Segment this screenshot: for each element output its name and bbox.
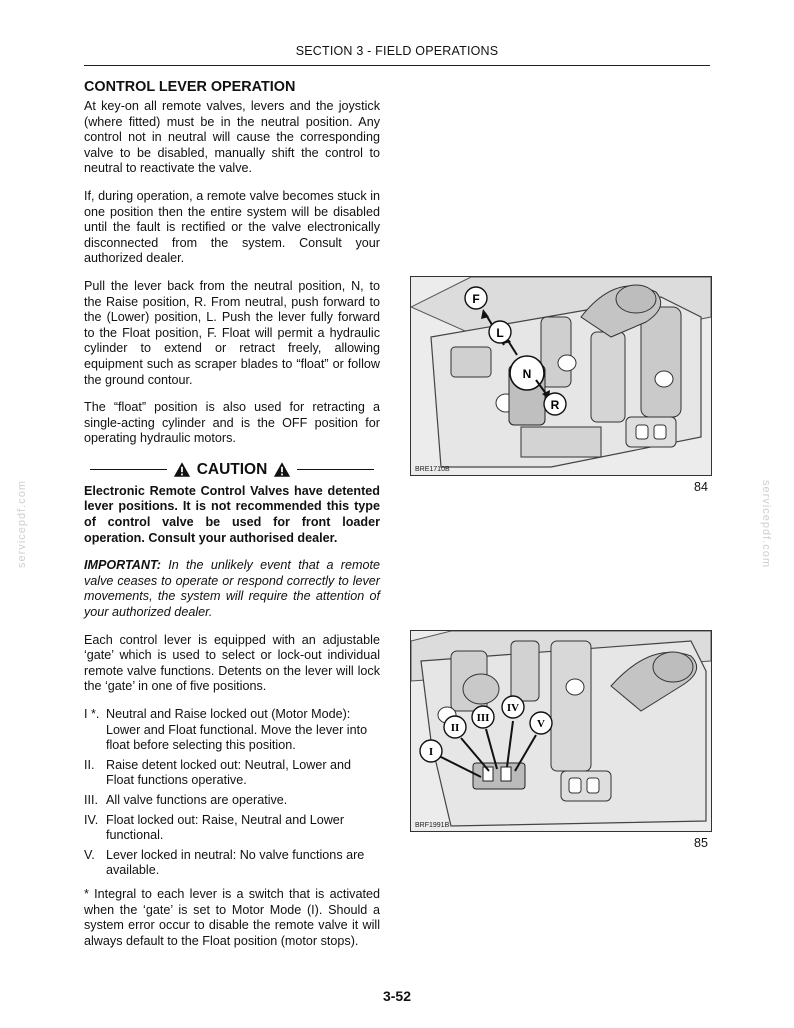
- footnote: * Integral to each lever is a switch that is activated when the ‘gate’ is set to Motor Mode (I). Should a system error occur to disable the remote valve it will always default to the Float position (motor stops).: [84, 886, 380, 948]
- paragraph-stuck-valve: If, during operation, a remote valve becomes stuck in one position then the entire system will be disabled until the fault is rectified or the valve electronically disconnected from the system. Consult your authorized dealer.: [84, 188, 380, 266]
- list-item-number: II.: [84, 757, 95, 772]
- list-item: [84, 848, 380, 879]
- list-item: [84, 758, 380, 789]
- list-item-text: Neutral and Raise locked out (Motor Mode): Lower and Float functional. Move the lever into float before selecting this position.: [106, 707, 368, 753]
- warning-triangle-icon: [273, 461, 291, 478]
- important-note: [84, 558, 380, 620]
- gate-label-IV: IV: [506, 702, 520, 714]
- list-item-number: IV.: [84, 812, 99, 827]
- position-label-L: L: [496, 326, 504, 340]
- figure-number: 84: [694, 480, 708, 494]
- page-number: 3-52: [382, 988, 412, 1004]
- list-item-text: Raise detent locked out: Neutral, Lower and Float functions operative.: [106, 757, 352, 788]
- figure-code: BRE1710B: [415, 466, 450, 473]
- figure-code: BRF1991B: [415, 822, 450, 829]
- text-column: [84, 78, 380, 961]
- list-item: [84, 793, 380, 809]
- list-item: [84, 813, 380, 844]
- gate-label-III: III: [476, 712, 490, 724]
- paragraph-lever-positions: Pull the lever back from the neutral position, N, to the Raise position, R. From neutral, push forward to the (Lower) position, L. Push the lever fully forward to the Float position, F. Float will permit a hydraulic cylinder to extend or retract freely, allowing equipment such as scraper blades to “float” or follow the ground contour.: [84, 278, 380, 387]
- paragraph-keyon: At key-on all remote valves, levers and the joystick (where fitted) must be in the neutral position. Any control not in neutral will cause the corresponding valve to be disabled, manually shift the control to neutral to reactivate the valve.: [84, 99, 380, 176]
- figure-lever-positions: [410, 276, 712, 476]
- list-item-number: V.: [84, 847, 95, 862]
- page-title: CONTROL LEVER OPERATION: [84, 79, 296, 95]
- list-item-number: I *.: [84, 707, 100, 721]
- gate-label-II: II: [450, 722, 460, 734]
- caution-label: CAUTION: [196, 460, 268, 478]
- position-label-F: F: [472, 292, 480, 306]
- list-item-text: Float locked out: Raise, Neutral and Lower functional.: [106, 812, 345, 843]
- list-item-text: Lever locked in neutral: No valve functions are available.: [106, 847, 365, 878]
- important-text: In the unlikely event that a remote valve ceases to operate or respond correctly to lever movements, the system will require the attention of your authorized dealer.: [84, 558, 380, 620]
- warning-triangle-icon: [173, 461, 191, 478]
- lever-photo-illustration: [411, 277, 711, 475]
- list-item-number: III.: [84, 792, 98, 807]
- list-item-text: All valve functions are operative.: [106, 792, 288, 807]
- paragraph-float: The “float” position is also used for retracting a single-acting cylinder and is the OFF position for operating hydraulic motors.: [84, 400, 380, 446]
- position-label-R: R: [550, 398, 560, 412]
- list-item: [84, 707, 380, 754]
- caution-banner: [84, 461, 380, 478]
- caution-text: Electronic Remote Control Valves have detented lever positions. It is not recommended this type of control valve be used for front loader operation. Consult your authorised dealer.: [84, 483, 380, 545]
- section-header: SECTION 3 - FIELD OPERATIONS: [295, 44, 499, 58]
- gate-photo-illustration: [411, 631, 711, 831]
- position-label-N: N: [522, 367, 532, 381]
- header-rule: [84, 65, 710, 66]
- gate-position-list: [84, 707, 380, 879]
- watermark-right: servicepdf.com: [759, 480, 772, 568]
- caution-rule-right: [297, 469, 374, 470]
- caution-rule-left: [90, 469, 167, 470]
- figure-number: 85: [694, 836, 708, 850]
- paragraph-gate: Each control lever is equipped with an adjustable ‘gate’ which is used to select or lock-out individual remote valve functions. Detents on the lever will lock the ‘gate’ in one of five positions.: [84, 632, 380, 694]
- gate-label-V: V: [537, 718, 545, 730]
- gate-label-I: I: [428, 746, 434, 758]
- figure-gate-positions: [410, 630, 712, 832]
- important-label: IMPORTANT:: [84, 558, 161, 573]
- watermark-left: servicepdf.com: [15, 480, 28, 568]
